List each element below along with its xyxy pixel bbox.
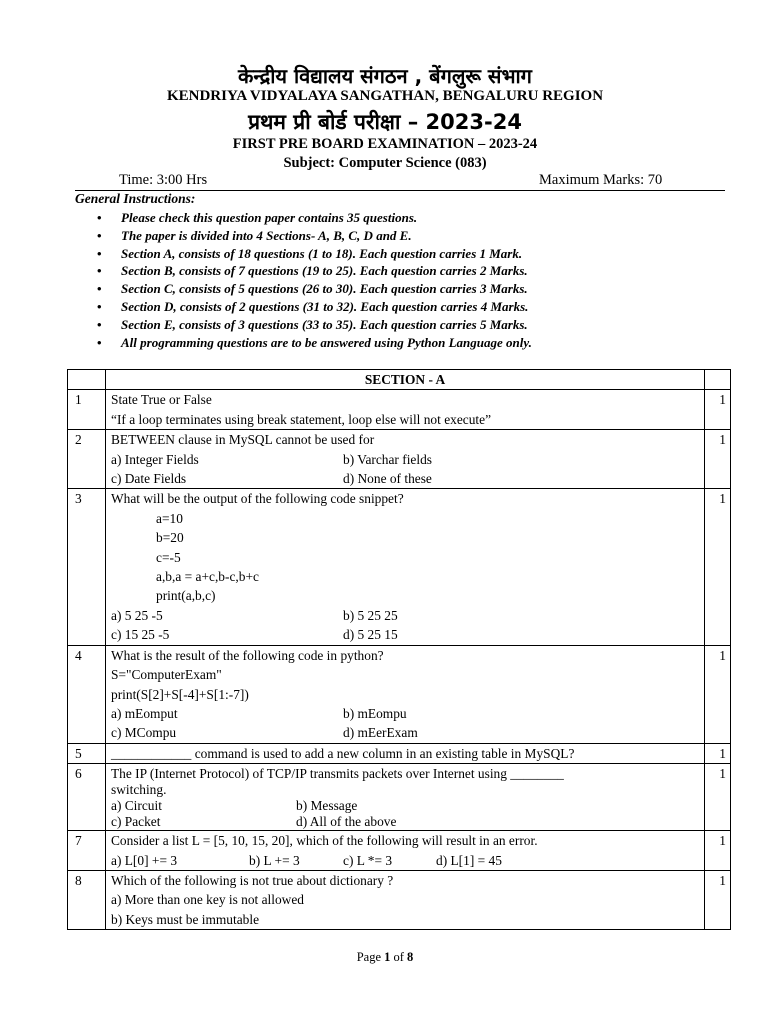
question-text: switching. xyxy=(111,782,167,798)
question-body xyxy=(106,645,705,743)
option: c) L *= 3 xyxy=(343,852,393,868)
question-row xyxy=(68,743,731,763)
question-marks: 1 xyxy=(705,489,731,645)
section-row xyxy=(68,370,731,390)
question-marks: 1 xyxy=(705,764,731,831)
option: b) Keys must be immutable xyxy=(111,911,260,927)
option: a) Circuit xyxy=(111,798,162,814)
question-body xyxy=(106,489,705,645)
question-body xyxy=(106,430,705,489)
option: c) Date Fields xyxy=(111,471,187,487)
code-line: S="ComputerExam" xyxy=(111,667,222,683)
option: d) 5 25 15 xyxy=(343,627,398,643)
options-row xyxy=(111,814,699,830)
question-number: 8 xyxy=(68,870,106,929)
question-text: BETWEEN clause in MySQL cannot be used for xyxy=(111,432,375,448)
option: b) Message xyxy=(296,798,358,814)
options-row xyxy=(111,625,699,644)
question-row xyxy=(68,390,731,430)
section-title: SECTION - A xyxy=(106,370,705,390)
hindi-exam-heading: प्रथम प्री बोर्ड परीक्षा – 2023-24 xyxy=(248,110,522,134)
page-footer xyxy=(0,950,770,965)
options-row xyxy=(111,851,699,870)
question-marks: 1 xyxy=(705,430,731,489)
org-heading: KENDRIYA VIDYALAYA SANGATHAN, BENGALURU REGION xyxy=(166,88,604,104)
instruction-item: • Please check this question paper contains 35 questions. xyxy=(97,209,532,227)
code-line: print(S[2]+S[-4]+S[1:-7]) xyxy=(111,686,249,702)
option: a) mEomput xyxy=(111,705,178,721)
question-text: What will be the output of the following code snippet? xyxy=(111,491,404,507)
option: a) More than one key is not allowed xyxy=(111,892,304,908)
page-number: 1 xyxy=(384,950,391,964)
question-body xyxy=(106,764,705,831)
question-marks: 1 xyxy=(705,831,731,871)
question-text: The IP (Internet Protocol) of TCP/IP transmits packets over Internet using ________ xyxy=(111,766,564,782)
hindi-org-heading: केन्द्रीय विद्यालय संगठन , बेंगलुरू संभाग xyxy=(238,64,532,88)
instruction-item: • All programming questions are to be answered using Python Language only. xyxy=(97,334,532,352)
question-marks: 1 xyxy=(705,645,731,743)
option: b) L += 3 xyxy=(249,852,300,868)
question-text: ____________ command is used to add a new column in an existing table in MySQL? xyxy=(111,745,575,761)
option: b) 5 25 25 xyxy=(343,607,398,623)
option: d) L[1] = 45 xyxy=(436,852,502,868)
question-text: What is the result of the following code in python? xyxy=(111,647,384,663)
code-line: a,b,a = a+c,b-c,b+c xyxy=(156,569,259,585)
question-number: 3 xyxy=(68,489,106,645)
question-marks: 1 xyxy=(705,743,731,763)
options-row xyxy=(111,450,699,469)
question-number: 6 xyxy=(68,764,106,831)
exam-heading: FIRST PRE BOARD EXAMINATION – 2023-24 xyxy=(232,136,538,152)
instruction-item: • Section B, consists of 7 questions (19 to 25). Each question carries 2 Marks. xyxy=(97,262,532,280)
question-row xyxy=(68,831,731,871)
question-row xyxy=(68,870,731,929)
instruction-item: • Section C, consists of 5 questions (26 to 30). Each question carries 3 Marks. xyxy=(97,280,532,298)
page-label: Page xyxy=(356,950,381,964)
question-number: 2 xyxy=(68,430,106,489)
code-line: print(a,b,c) xyxy=(156,588,216,604)
question-row xyxy=(68,764,731,831)
question-row xyxy=(68,645,731,743)
option: d) mEerExam xyxy=(343,725,418,741)
option: c) Packet xyxy=(111,814,161,830)
question-text: Consider a list L = [5, 10, 15, 20], which of the following will result in an error. xyxy=(111,833,538,849)
options-row xyxy=(111,723,699,742)
question-text: State True or False xyxy=(111,392,212,408)
options-row xyxy=(111,469,699,488)
instructions-title: General Instructions: xyxy=(75,191,196,206)
code-line: b=20 xyxy=(156,530,184,546)
question-text: “If a loop terminates using break statement, loop else will not execute” xyxy=(111,411,492,427)
code-line: c=-5 xyxy=(156,549,181,565)
options-row xyxy=(111,704,699,723)
max-marks-label: Maximum Marks: 70 xyxy=(539,172,663,188)
option: c) MCompu xyxy=(111,725,177,741)
option: d) All of the above xyxy=(296,814,397,830)
instruction-item: • Section D, consists of 2 questions (31 to 32). Each question carries 4 Marks. xyxy=(97,298,532,316)
options-row xyxy=(111,798,699,814)
option: a) 5 25 -5 xyxy=(111,607,163,623)
option: b) mEompu xyxy=(343,705,407,721)
of-label: of xyxy=(393,950,404,964)
question-number: 1 xyxy=(68,390,106,430)
question-body xyxy=(106,390,705,430)
question-text: Which of the following is not true about dictionary ? xyxy=(111,872,394,888)
question-number: 5 xyxy=(68,743,106,763)
code-line: a=10 xyxy=(156,510,183,526)
options-row xyxy=(111,606,699,625)
question-body xyxy=(106,743,705,763)
question-number: 7 xyxy=(68,831,106,871)
page-total: 8 xyxy=(407,950,414,964)
instruction-item: • Section E, consists of 3 questions (33 to 35). Each question carries 5 Marks. xyxy=(97,316,532,334)
subject-heading: Subject: Computer Science (083) xyxy=(283,155,487,171)
option: b) Varchar fields xyxy=(343,451,432,467)
option: a) Integer Fields xyxy=(111,451,199,467)
question-number: 4 xyxy=(68,645,106,743)
option: d) None of these xyxy=(343,471,432,487)
question-row xyxy=(68,489,731,645)
instruction-item: • The paper is divided into 4 Sections- A, B, C, D and E. xyxy=(97,227,532,245)
question-marks: 1 xyxy=(705,390,731,430)
question-row xyxy=(68,430,731,489)
question-marks: 1 xyxy=(705,870,731,929)
option: c) 15 25 -5 xyxy=(111,627,170,643)
instruction-item: • Section A, consists of 18 questions (1 to 18). Each question carries 1 Mark. xyxy=(97,245,532,263)
option: a) L[0] += 3 xyxy=(111,852,178,868)
questions-table xyxy=(67,369,731,930)
question-body xyxy=(106,870,705,929)
time-label: Time: 3:00 Hrs xyxy=(119,172,208,188)
question-body xyxy=(106,831,705,871)
instructions-list xyxy=(97,209,532,351)
